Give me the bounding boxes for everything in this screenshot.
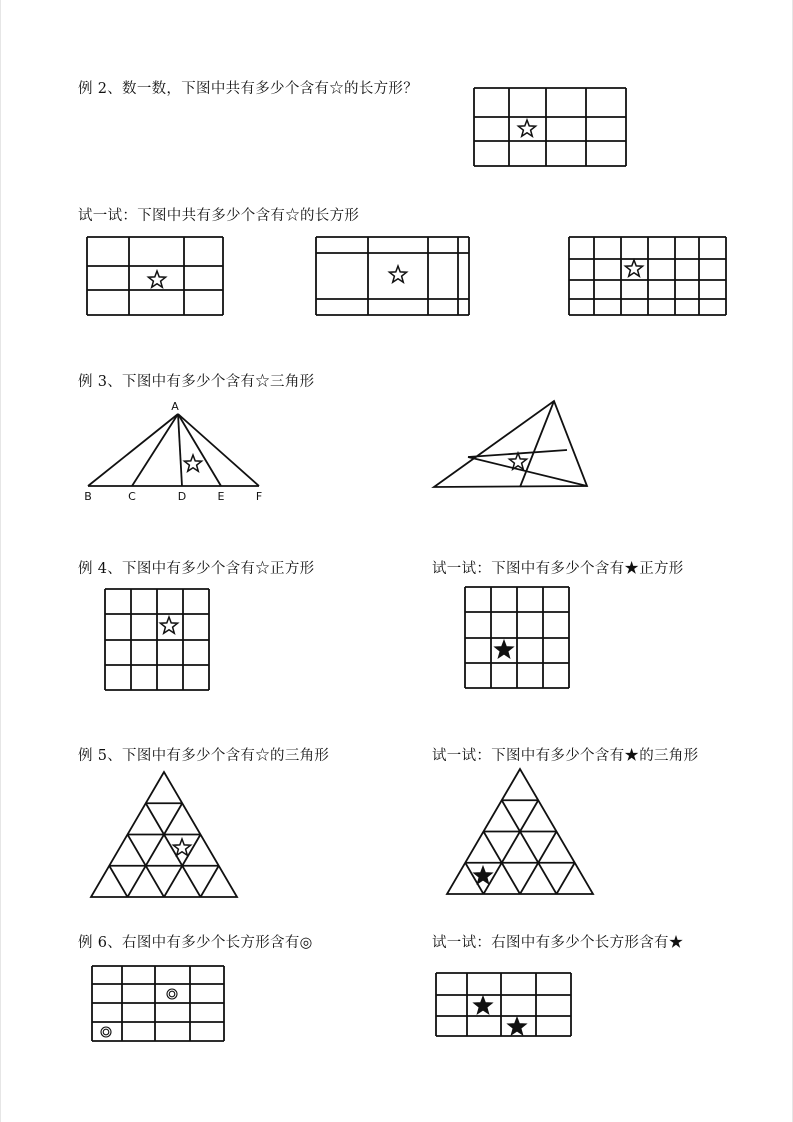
question-example-4: 例 4、下图中有多少个含有☆正方形 [78,561,315,577]
figure-try-5-triangle-grid [447,769,595,896]
figure-try-6-rectangle-grid [436,973,573,1038]
hollow-star-icon [518,120,535,136]
solid-star-icon [474,867,491,883]
figure-example-5-triangle-grid [91,772,239,899]
figure-example-6-rectangle-grid [92,966,226,1043]
question-try-4: 试一试：下图中有多少个含有★正方形 [432,561,684,577]
point-label: F [255,490,263,503]
figure-example-2-rectangle-grid [474,88,628,168]
hollow-star-icon [625,260,642,276]
question-example-2: 例 2、数一数，下图中共有多少个含有☆的长方形？ [78,81,419,97]
apex-label: A [171,400,179,413]
question-try-2: 试一试：下图中共有多少个含有☆的长方形 [78,208,360,224]
point-label: B [84,490,92,503]
point-label: D [177,490,187,503]
point-label: C [128,490,136,503]
double-circle-icon [167,989,177,999]
figure-try-2-grid-a [87,237,225,317]
hollow-star-icon [184,455,201,471]
figure-example-4-square-grid [105,589,211,692]
question-try-5: 试一试：下图中有多少个含有★的三角形 [432,748,699,764]
hollow-star-icon [148,271,165,287]
hollow-star-icon [160,617,177,633]
figure-try-2-grid-b [316,237,471,317]
solid-star-icon [474,997,491,1013]
hollow-star-icon [389,266,406,282]
question-try-6: 试一试：右图中有多少个长方形含有★ [432,935,684,951]
figure-try-2-grid-c [569,237,728,317]
figure-example-3-fan-triangle [78,400,278,505]
hollow-star-icon [173,839,190,855]
page-left-edge [0,0,1,1122]
question-example-6: 例 6、右图中有多少个长方形含有◎ [78,935,313,951]
figure-try-4-square-grid [465,587,571,690]
solid-star-icon [508,1018,525,1034]
double-circle-icon [101,1027,111,1037]
figure-example-3-cevian-triangle [432,398,592,493]
question-example-5: 例 5、下图中有多少个含有☆的三角形 [78,748,330,764]
question-example-3: 例 3、下图中有多少个含有☆三角形 [78,374,315,390]
solid-star-icon [495,641,512,657]
point-label: E [217,490,225,503]
